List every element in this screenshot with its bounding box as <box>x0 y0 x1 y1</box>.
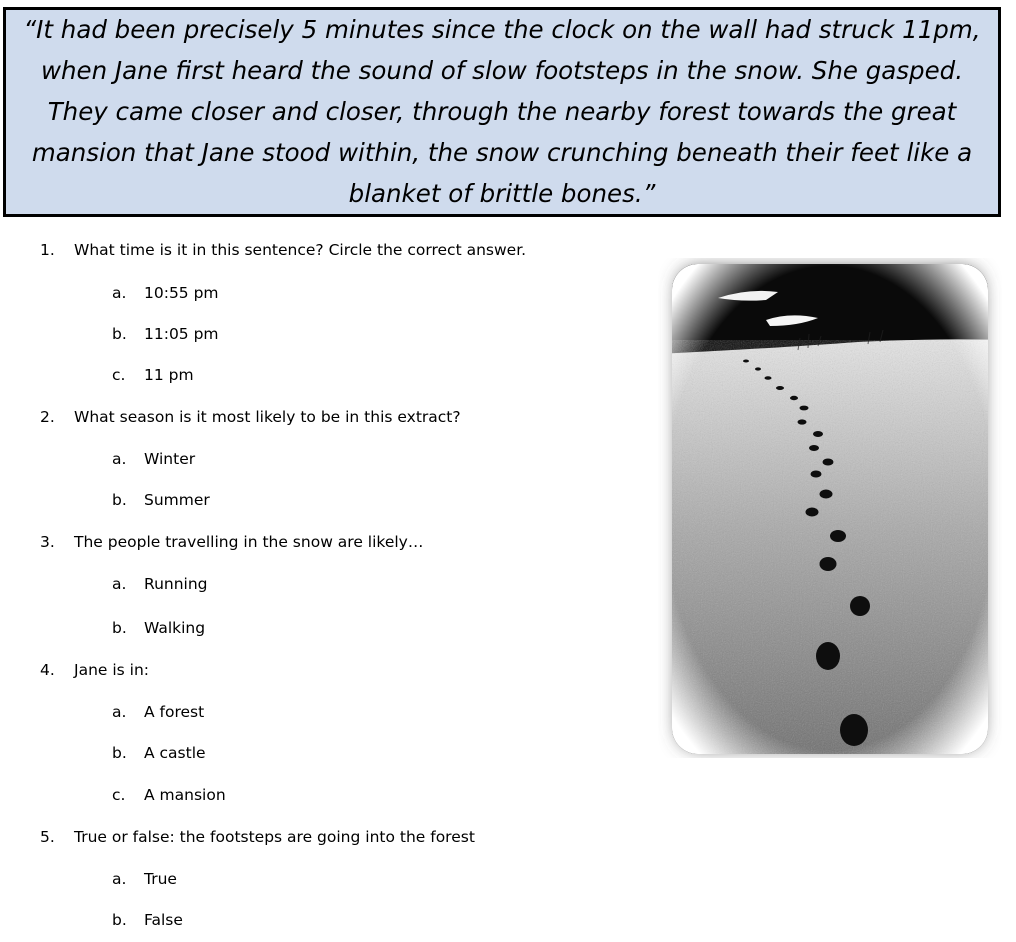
question-number: 1. <box>40 241 55 259</box>
question-number: 2. <box>40 408 55 426</box>
option-text: Winter <box>144 450 196 468</box>
option-letter: b. <box>112 491 127 509</box>
option-letter: a. <box>112 575 127 593</box>
question-4 <box>40 660 660 680</box>
option-letter: b. <box>112 325 127 343</box>
option-letter: a. <box>112 450 127 468</box>
option-letter: b. <box>112 744 127 762</box>
question-4-option-b[interactable] <box>112 743 206 763</box>
quote-line: “It had been precisely 5 minutes since the clock on the wall had struck 11pm, <box>23 14 981 44</box>
quote-line: mansion that Jane stood within, the snow crunching beneath their feet like a <box>31 137 973 167</box>
option-text: Running <box>144 575 208 593</box>
option-text: A castle <box>144 744 206 762</box>
question-3-option-b[interactable] <box>112 618 205 638</box>
question-4-option-c[interactable] <box>112 785 226 805</box>
question-4-option-a[interactable] <box>112 702 204 722</box>
question-1 <box>40 240 660 260</box>
question-number: 3. <box>40 533 55 551</box>
option-text: A mansion <box>144 786 226 804</box>
question-2-option-a[interactable] <box>112 449 195 469</box>
question-5-option-a[interactable] <box>112 869 177 889</box>
question-text: True or false: the footsteps are going into the forest <box>74 828 475 846</box>
question-text: Jane is in: <box>74 661 150 679</box>
option-letter: b. <box>112 619 127 637</box>
option-text: 11 pm <box>144 366 194 384</box>
question-text: What season is it most likely to be in this extract? <box>74 408 461 426</box>
option-text: False <box>144 911 183 929</box>
option-text: 10:55 pm <box>144 284 219 302</box>
option-letter: a. <box>112 284 127 302</box>
quote-text <box>10 9 995 214</box>
option-letter: c. <box>112 786 126 804</box>
question-number: 4. <box>40 661 55 679</box>
question-1-option-b[interactable] <box>112 324 219 344</box>
question-3-option-a[interactable] <box>112 574 208 594</box>
question-text: What time is it in this sentence? Circle the correct answer. <box>74 241 527 259</box>
option-letter: a. <box>112 870 127 888</box>
quote-box <box>3 7 1001 217</box>
option-text: True <box>144 870 177 888</box>
question-5 <box>40 827 660 847</box>
quote-line: when Jane first heard the sound of slow footsteps in the snow. She gasped. <box>40 55 964 85</box>
question-2-option-b[interactable] <box>112 490 210 510</box>
snow-footprints-photo <box>658 258 1002 758</box>
option-letter: c. <box>112 366 126 384</box>
question-2 <box>40 407 660 427</box>
question-1-option-c[interactable] <box>112 365 194 385</box>
quote-line: blanket of brittle bones.” <box>348 178 656 208</box>
question-number: 5. <box>40 828 55 846</box>
option-letter: a. <box>112 703 127 721</box>
option-text: Summer <box>144 491 210 509</box>
question-5-option-b[interactable] <box>112 910 183 930</box>
question-text: The people travelling in the snow are likely… <box>74 533 424 551</box>
option-text: A forest <box>144 703 205 721</box>
question-1-option-a[interactable] <box>112 283 219 303</box>
question-3 <box>40 532 660 552</box>
option-letter: b. <box>112 911 127 929</box>
quote-line: They came closer and closer, through the nearby forest towards the great <box>47 96 957 126</box>
option-text: 11:05 pm <box>144 325 219 343</box>
option-text: Walking <box>144 619 206 637</box>
